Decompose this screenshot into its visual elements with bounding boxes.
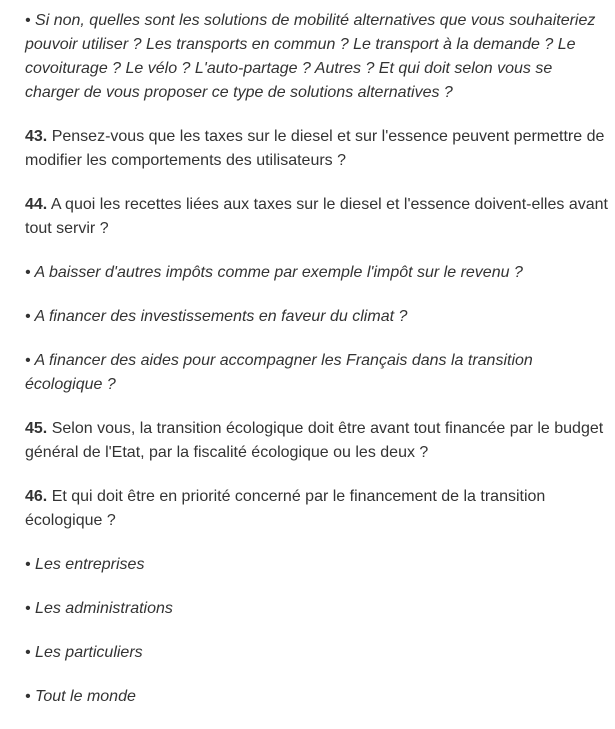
question-text: Pensez-vous que les taxes sur le diesel et sur l'essence peuvent permettre de modifier les comportements des utilisateurs ? (25, 128, 605, 169)
bullet-option: • Les particuliers (25, 644, 143, 661)
bullet-option: • A financer des aides pour accompagner les Français dans la transition écologique ? (25, 352, 533, 393)
question-number: 45. (25, 420, 48, 437)
bullet-mobility-alternatives: • Si non, quelles sont les solutions de mobilité alternatives que vous souhaiteriez pouvoir utiliser ? Les transports en commun ? Le transport à la demande ? Le covoiturage ? Le vélo ? L'auto-partage ? Autres ? Et qui doit selon vous se charger de vous proposer ce type de solutions alternatives ? (25, 12, 596, 101)
question-text: Et qui doit être en priorité concerné par le financement de la transition écologique ? (25, 488, 546, 529)
question-number: 43. (25, 128, 48, 145)
article-content (25, 9, 610, 729)
question-text: Selon vous, la transition écologique doit être avant tout financée par le budget général de l'Etat, par la fiscalité écologique ou les deux ? (25, 420, 604, 461)
bullet-option: • A financer des investissements en faveur du climat ? (25, 308, 408, 325)
question-45 (25, 417, 610, 465)
bullet-option: • Les administrations (25, 600, 173, 617)
question-43 (25, 125, 610, 173)
bullet-option: • A baisser d'autres impôts comme par exemple l'impôt sur le revenu ? (25, 264, 523, 281)
question-44 (25, 193, 610, 241)
question-text: A quoi les recettes liées aux taxes sur le diesel et l'essence doivent-elles avant tout servir ? (25, 196, 608, 237)
question-number: 46. (25, 488, 48, 505)
bullet-option: • Les entreprises (25, 556, 145, 573)
bullet-option: • Tout le monde (25, 688, 136, 705)
question-number: 44. (25, 196, 48, 213)
question-46 (25, 485, 610, 533)
